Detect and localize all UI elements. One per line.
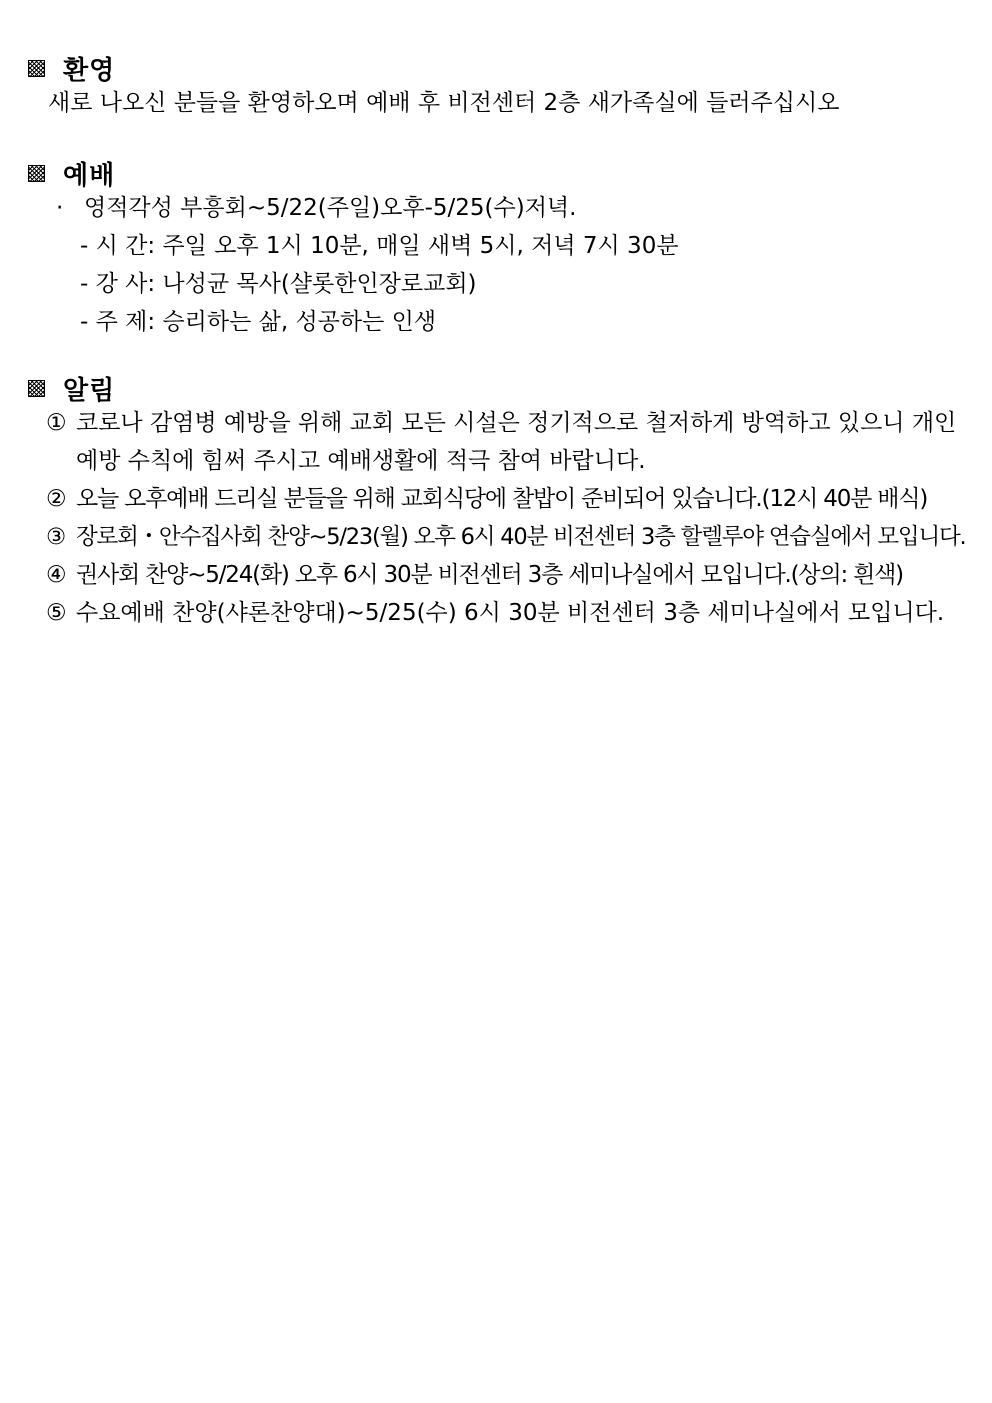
notice-item <box>28 556 972 594</box>
welcome-text: 새로 나오신 분들을 환영하오며 예배 후 비전센터 2층 새가족실에 들러주십시오 <box>48 90 840 116</box>
checkered-square-icon <box>28 165 45 182</box>
notice-section <box>28 372 972 632</box>
notice-number: ⑤ <box>46 600 67 626</box>
notice-item <box>28 404 972 442</box>
revival-time: - 시 간: 주일 오후 1시 10분, 매일 새벽 5시, 저녁 7시 30분 <box>80 233 679 259</box>
notice-heading <box>28 372 972 404</box>
notice-item <box>28 594 972 632</box>
notice-text: 수요예배 찬양(샤론찬양대)~5/25(수) 6시 30분 비전센터 3층 세미나실에서 모입니다. <box>76 600 945 626</box>
revival-title-line <box>28 189 972 227</box>
notice-number: ③ <box>46 524 67 550</box>
checkered-square-icon <box>28 380 45 397</box>
notice-number: ① <box>46 410 67 436</box>
checkered-square-icon <box>28 60 45 77</box>
notice-text: 오늘 오후예배 드리실 분들을 위해 교회식당에 찰밥이 준비되어 있습니다.(12시 40분 배식) <box>76 486 928 512</box>
notice-text: 코로나 감염병 예방을 위해 교회 모든 시설은 정기적으로 철저하게 방역하고 있으니 개인 <box>76 410 957 436</box>
welcome-section <box>28 52 972 122</box>
notice-number: ② <box>46 486 67 512</box>
notice-text: 장로회・안수집사회 찬양~5/23(월) 오후 6시 40분 비전센터 3층 할렐루야 연습실에서 모입니다. <box>76 524 966 550</box>
worship-heading-label: 예배 <box>63 160 116 191</box>
worship-section <box>28 157 972 341</box>
welcome-heading <box>28 52 972 84</box>
welcome-heading-label: 환영 <box>63 55 116 86</box>
notice-text: 권사회 찬양~5/24(화) 오후 6시 30분 비전센터 3층 세미나실에서 모입니다.(상의: 흰색) <box>76 562 903 588</box>
bullet-dot: · <box>56 195 64 221</box>
notice-heading-label: 알림 <box>63 375 116 406</box>
notice-item <box>28 518 972 556</box>
revival-theme: - 주 제: 승리하는 삶, 성공하는 인생 <box>80 309 437 335</box>
notice-text-continued: 예방 수칙에 힘써 주시고 예배생활에 적극 참여 바랍니다. <box>76 448 646 474</box>
revival-speaker: - 강 사: 나성균 목사(샬롯한인장로교회) <box>80 271 477 297</box>
notice-number: ④ <box>46 562 67 588</box>
revival-title: 영적각성 부흥회~5/22(주일)오후-5/25(수)저녁. <box>84 195 577 221</box>
notice-item <box>28 480 972 518</box>
worship-heading <box>28 157 972 189</box>
